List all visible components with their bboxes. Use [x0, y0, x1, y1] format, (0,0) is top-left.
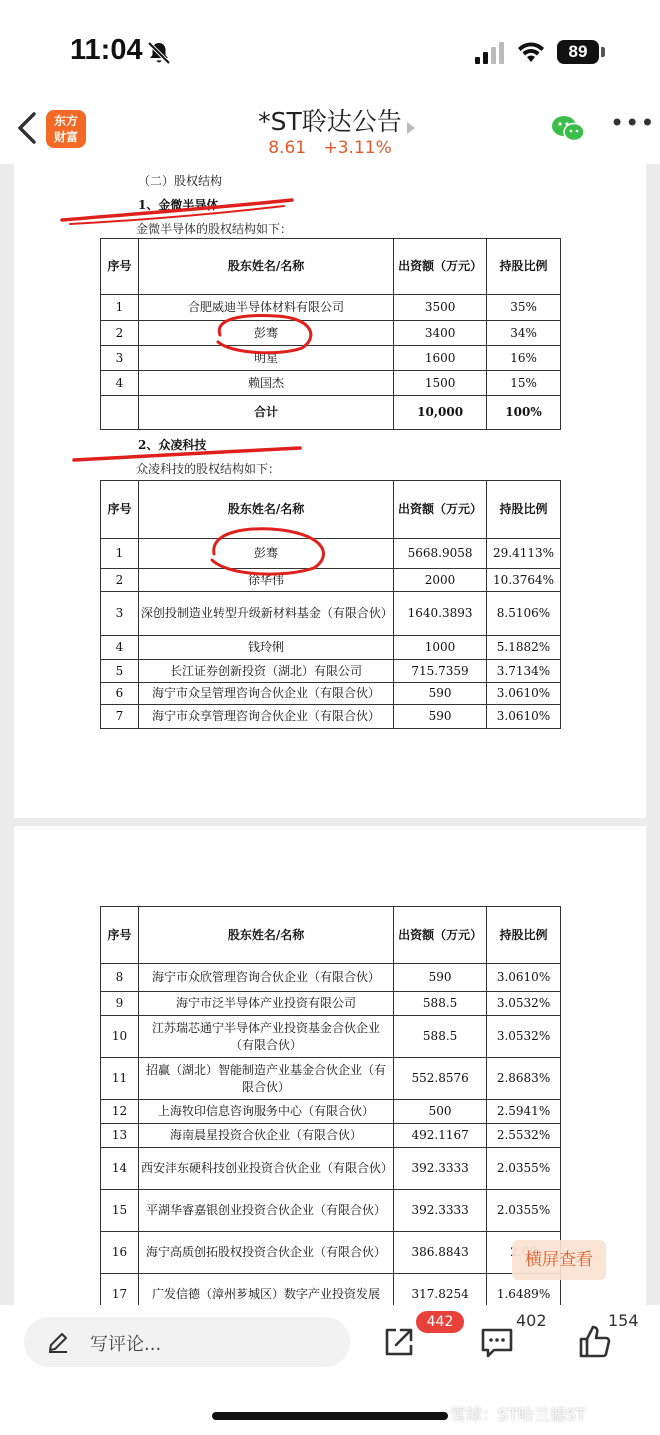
table-cell: 386.8843 — [394, 1232, 487, 1274]
watermark: 雪球：ST哈兰德ST — [450, 1405, 586, 1424]
col-header: 序号 — [101, 481, 139, 539]
col-header: 股东姓名/名称 — [138, 907, 393, 964]
table-row — [101, 295, 561, 321]
col-header: 股东姓名/名称 — [138, 481, 393, 539]
table-cell: 16 — [101, 1232, 139, 1274]
table-row — [101, 964, 561, 992]
table-cell: 2 — [101, 569, 139, 592]
table-cell: 13 — [101, 1124, 139, 1148]
wifi-icon — [516, 40, 546, 64]
col-header: 持股比例 — [487, 481, 561, 539]
table-header-row — [101, 481, 561, 539]
table-cell: 3 — [101, 346, 139, 371]
home-indicator[interactable] — [212, 1412, 448, 1420]
table-row — [101, 569, 561, 592]
table-cell: 3.0610% — [487, 705, 561, 729]
table-cell: 8 — [101, 964, 139, 992]
table-cell: 长江证券创新投资（湖北）有限公司 — [138, 660, 393, 683]
table-cell — [101, 396, 139, 430]
table-cell: 590 — [394, 964, 487, 992]
table-cell: 16% — [487, 346, 561, 371]
col-header: 股东姓名/名称 — [138, 239, 393, 295]
table-cell: 15% — [487, 371, 561, 396]
table-cell: 1 — [101, 295, 139, 321]
battery-level: 89 — [557, 40, 599, 64]
company2-shareholder-table — [100, 480, 561, 729]
table-cell: 588.5 — [394, 1016, 487, 1058]
table-cell: 12 — [101, 1100, 139, 1124]
company2-shareholder-table-continued — [100, 906, 561, 1305]
table-row — [101, 1232, 561, 1274]
table-cell: 海宁市泛半导体产业投资有限公司 — [138, 992, 393, 1016]
table-cell: 2.0355% — [487, 1190, 561, 1232]
battery-nub — [601, 47, 605, 57]
table-cell: 100% — [487, 396, 561, 430]
table-cell: 9 — [101, 992, 139, 1016]
table-cell: 海宁市众呈管理咨询合伙企业（有限合伙） — [138, 683, 393, 705]
table-cell: 广发信德（漳州芗城区）数字产业投资发展 — [138, 1274, 393, 1306]
table-cell: 3.7134% — [487, 660, 561, 683]
table-cell: 彭骞 — [138, 539, 393, 569]
table-cell: 海南晨星投资合伙企业（有限合伙） — [138, 1124, 393, 1148]
comment-placeholder: 写评论... — [90, 1334, 162, 1355]
table-cell: 2.5941% — [487, 1100, 561, 1124]
table-row — [101, 592, 561, 636]
table-cell: 392.3333 — [394, 1148, 487, 1190]
table-row — [101, 660, 561, 683]
col-header: 出资额（万元） — [394, 481, 487, 539]
comment-icon[interactable] — [480, 1325, 514, 1359]
table-cell: 500 — [394, 1100, 487, 1124]
table-cell: 715.7359 — [394, 660, 487, 683]
pen-icon — [46, 1330, 70, 1354]
table-cell: 合计 — [138, 396, 393, 430]
table-cell: 35% — [487, 295, 561, 321]
table-cell: 317.8254 — [394, 1274, 487, 1306]
table-cell: 492.1167 — [394, 1124, 487, 1148]
table-cell: 3.0610% — [487, 964, 561, 992]
table-row — [101, 539, 561, 569]
table-cell: 14 — [101, 1148, 139, 1190]
table-cell: 1500 — [394, 371, 487, 396]
table-cell: 392.3333 — [394, 1190, 487, 1232]
col-header: 出资额（万元） — [394, 239, 487, 295]
table-cell: 3.0610% — [487, 683, 561, 705]
table-cell: 1600 — [394, 346, 487, 371]
table-cell: 2.0355% — [487, 1148, 561, 1190]
stock-price: 8.61 — [268, 138, 307, 158]
table-cell: 海宁高质创拓股权投资合伙企业（有限合伙） — [138, 1232, 393, 1274]
table-cell: 海宁市众欣管理咨询合伙企业（有限合伙） — [138, 964, 393, 992]
table-cell: 590 — [394, 705, 487, 729]
page-title[interactable]: *ST聆达公告 — [258, 107, 402, 136]
document-page-2 — [14, 826, 646, 1305]
table-cell: 1.6489% — [487, 1274, 561, 1306]
col-header: 序号 — [101, 239, 139, 295]
table-row — [101, 1016, 561, 1058]
col-header: 出资额（万元） — [394, 907, 487, 964]
table-cell: 2 — [101, 321, 139, 346]
table-cell: 钱玲俐 — [138, 636, 393, 660]
table-cell: 3500 — [394, 295, 487, 321]
table-row — [101, 1100, 561, 1124]
table-cell: 江苏瑞芯通宁半导体产业投资基金合伙企业（有限合伙） — [138, 1016, 393, 1058]
table-cell: 5668.9058 — [394, 539, 487, 569]
table-cell: 合肥威迪半导体材料有限公司 — [138, 295, 393, 321]
comment-count: 402 — [516, 1311, 547, 1330]
share-icon[interactable] — [382, 1325, 416, 1359]
table-cell: 1000 — [394, 636, 487, 660]
table-cell: 海宁市众享管理咨询合伙企业（有限合伙） — [138, 705, 393, 729]
table-cell: 明星 — [138, 346, 393, 371]
table-cell: 34% — [487, 321, 561, 346]
table-row — [101, 1124, 561, 1148]
table-header-row — [101, 907, 561, 964]
comment-input[interactable] — [24, 1317, 350, 1367]
table-cell: 1 — [101, 539, 139, 569]
table-cell: 15 — [101, 1190, 139, 1232]
bell-muted-icon — [146, 40, 172, 66]
table-cell: 2000 — [394, 569, 487, 592]
app-header — [0, 100, 660, 164]
table-cell: 2.8683% — [487, 1058, 561, 1100]
table-cell: 5 — [101, 660, 139, 683]
table-cell: 3.0532% — [487, 992, 561, 1016]
table-cell: 590 — [394, 683, 487, 705]
col-header: 序号 — [101, 907, 139, 964]
table-cell: 29.4113% — [487, 539, 561, 569]
table-cell: 6 — [101, 683, 139, 705]
table-cell: 上海牧印信息咨询服务中心（有限合伙） — [138, 1100, 393, 1124]
table-row — [101, 1190, 561, 1232]
thumbs-up-icon[interactable] — [578, 1323, 612, 1359]
table-row — [101, 1058, 561, 1100]
table-cell: 招赢（湖北）智能制造产业基金合伙企业（有限合伙） — [138, 1058, 393, 1100]
more-options-icon[interactable]: ••• — [610, 109, 656, 137]
document-page-1 — [14, 164, 646, 818]
table-row — [101, 636, 561, 660]
col-header: 持股比例 — [487, 907, 561, 964]
table-row — [101, 683, 561, 705]
table-row — [101, 1274, 561, 1306]
table-cell: 3 — [101, 592, 139, 636]
table-cell: 西安沣东硬科技创业投资合伙企业（有限合伙） — [138, 1148, 393, 1190]
logo-line1: 东方 — [53, 114, 78, 128]
table-row — [101, 1148, 561, 1190]
col-header: 持股比例 — [487, 239, 561, 295]
table-cell: 2.5532% — [487, 1124, 561, 1148]
table-cell: 5.1882% — [487, 636, 561, 660]
table-cell: 10.3764% — [487, 569, 561, 592]
like-count: 154 — [608, 1311, 639, 1330]
table-row — [101, 371, 561, 396]
status-time: 11:04 — [70, 34, 143, 66]
company1-intro: 金微半导体的股权结构如下： — [136, 222, 293, 236]
logo-line2: 财富 — [53, 130, 78, 144]
section-heading: （二）股权结构 — [138, 174, 223, 188]
table-cell: 10,000 — [394, 396, 487, 430]
table-cell: 17 — [101, 1274, 139, 1306]
table-cell: 7 — [101, 705, 139, 729]
table-cell: 3.0532% — [487, 1016, 561, 1058]
company2-intro: 众凌科技的股权结构如下： — [136, 462, 281, 476]
landscape-view-button[interactable]: 横屏查看 — [512, 1240, 606, 1280]
table-cell: 8.5106% — [487, 592, 561, 636]
table-row — [101, 705, 561, 729]
caret-right-icon — [406, 122, 416, 134]
table-cell: 赖国杰 — [138, 371, 393, 396]
company1-shareholder-table — [100, 238, 561, 430]
stock-change: +3.11% — [323, 138, 392, 158]
document-viewer[interactable] — [0, 164, 660, 1305]
table-cell: 552.8576 — [394, 1058, 487, 1100]
company1-heading: 1、金微半导体 — [138, 198, 219, 212]
table-cell: 深创投制造业转型升级新材料基金（有限合伙） — [138, 592, 393, 636]
status-bar — [0, 0, 660, 100]
table-row — [101, 346, 561, 371]
table-cell: 4 — [101, 636, 139, 660]
table-cell: 4 — [101, 371, 139, 396]
table-cell: 10 — [101, 1016, 139, 1058]
signal-icon — [474, 42, 504, 64]
table-header-row — [101, 239, 561, 295]
table-cell: 3400 — [394, 321, 487, 346]
company2-heading: 2、众凌科技 — [138, 438, 207, 452]
table-cell: 11 — [101, 1058, 139, 1100]
share-count-badge: 442 — [416, 1311, 464, 1333]
table-total-row — [101, 396, 561, 430]
table-row — [101, 992, 561, 1016]
table-cell: 徐华伟 — [138, 569, 393, 592]
table-cell: 彭骞 — [138, 321, 393, 346]
table-cell: 588.5 — [394, 992, 487, 1016]
table-row — [101, 321, 561, 346]
table-cell: 1640.3893 — [394, 592, 487, 636]
table-cell: 平湖华睿嘉银创业投资合伙企业（有限合伙） — [138, 1190, 393, 1232]
wechat-share-icon[interactable] — [550, 114, 586, 144]
